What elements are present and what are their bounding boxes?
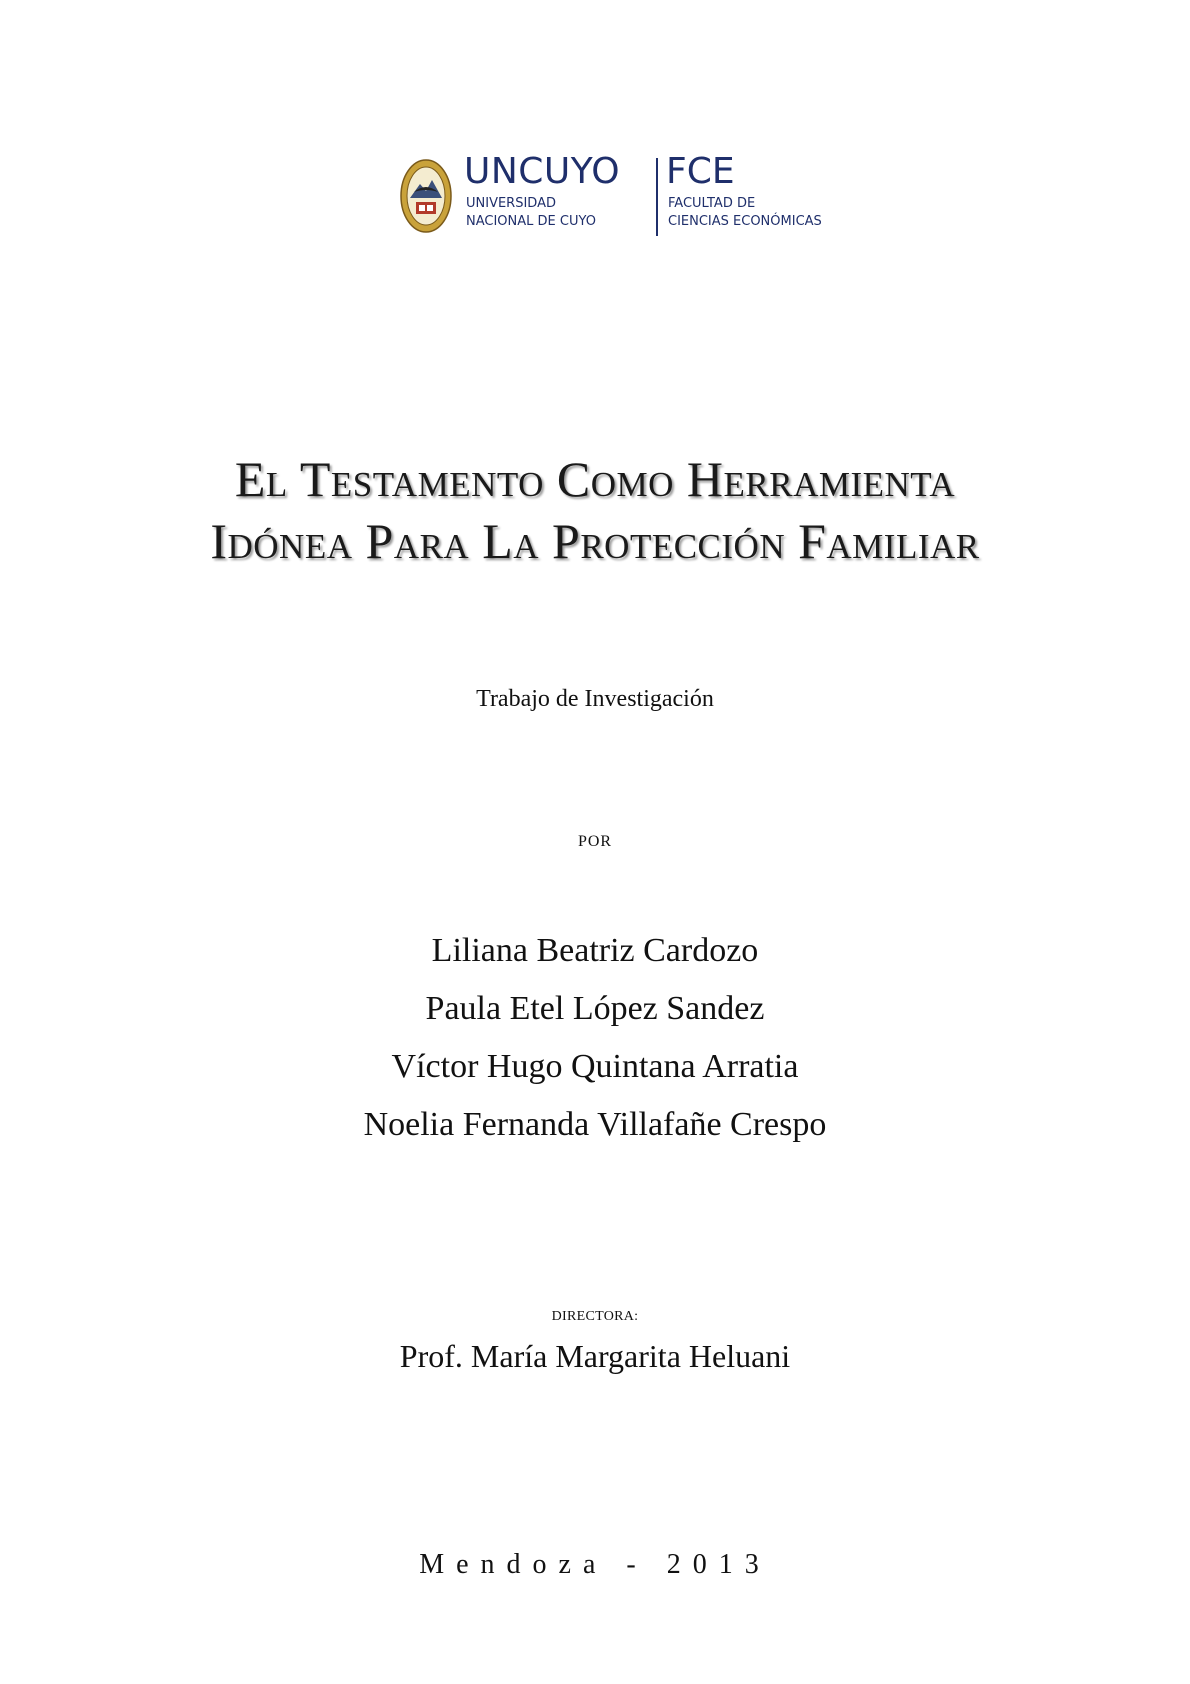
university-subtitle-line2: NACIONAL DE CUYO: [466, 214, 596, 229]
author-name: Víctor Hugo Quintana Arratia: [391, 1048, 799, 1085]
directora-label: DIRECTORA:: [551, 1309, 639, 1324]
institution-logos: [400, 151, 840, 238]
university-subtitle-line1: UNIVERSIDAD: [466, 196, 556, 211]
faculty-subtitle-line1: FACULTAD DE: [668, 196, 756, 211]
author-name: Paula Etel López Sandez: [425, 990, 765, 1027]
author-name: Liliana Beatriz Cardozo: [431, 932, 759, 969]
faculty-name: FCE: [666, 151, 735, 192]
university-seal-icon: [400, 158, 452, 234]
document-title-line2: Idónea Para La Protección Familiar: [210, 513, 980, 569]
author-name: Noelia Fernanda Villafañe Crespo: [363, 1106, 827, 1143]
place-and-year: Mendoza - 2013: [419, 1549, 771, 1580]
document-title-line1: El Testamento Como Herramienta: [234, 451, 956, 507]
university-name: UNCUYO: [464, 151, 621, 192]
logo-divider: [656, 158, 658, 236]
author-list: [0, 922, 1190, 1154]
directora-name: Prof. María Margarita Heluani: [399, 1338, 791, 1374]
faculty-subtitle-line2: CIENCIAS ECONÓMICAS: [668, 214, 822, 229]
document-subtitle: Trabajo de Investigación: [476, 686, 714, 712]
por-label: POR: [577, 833, 613, 850]
